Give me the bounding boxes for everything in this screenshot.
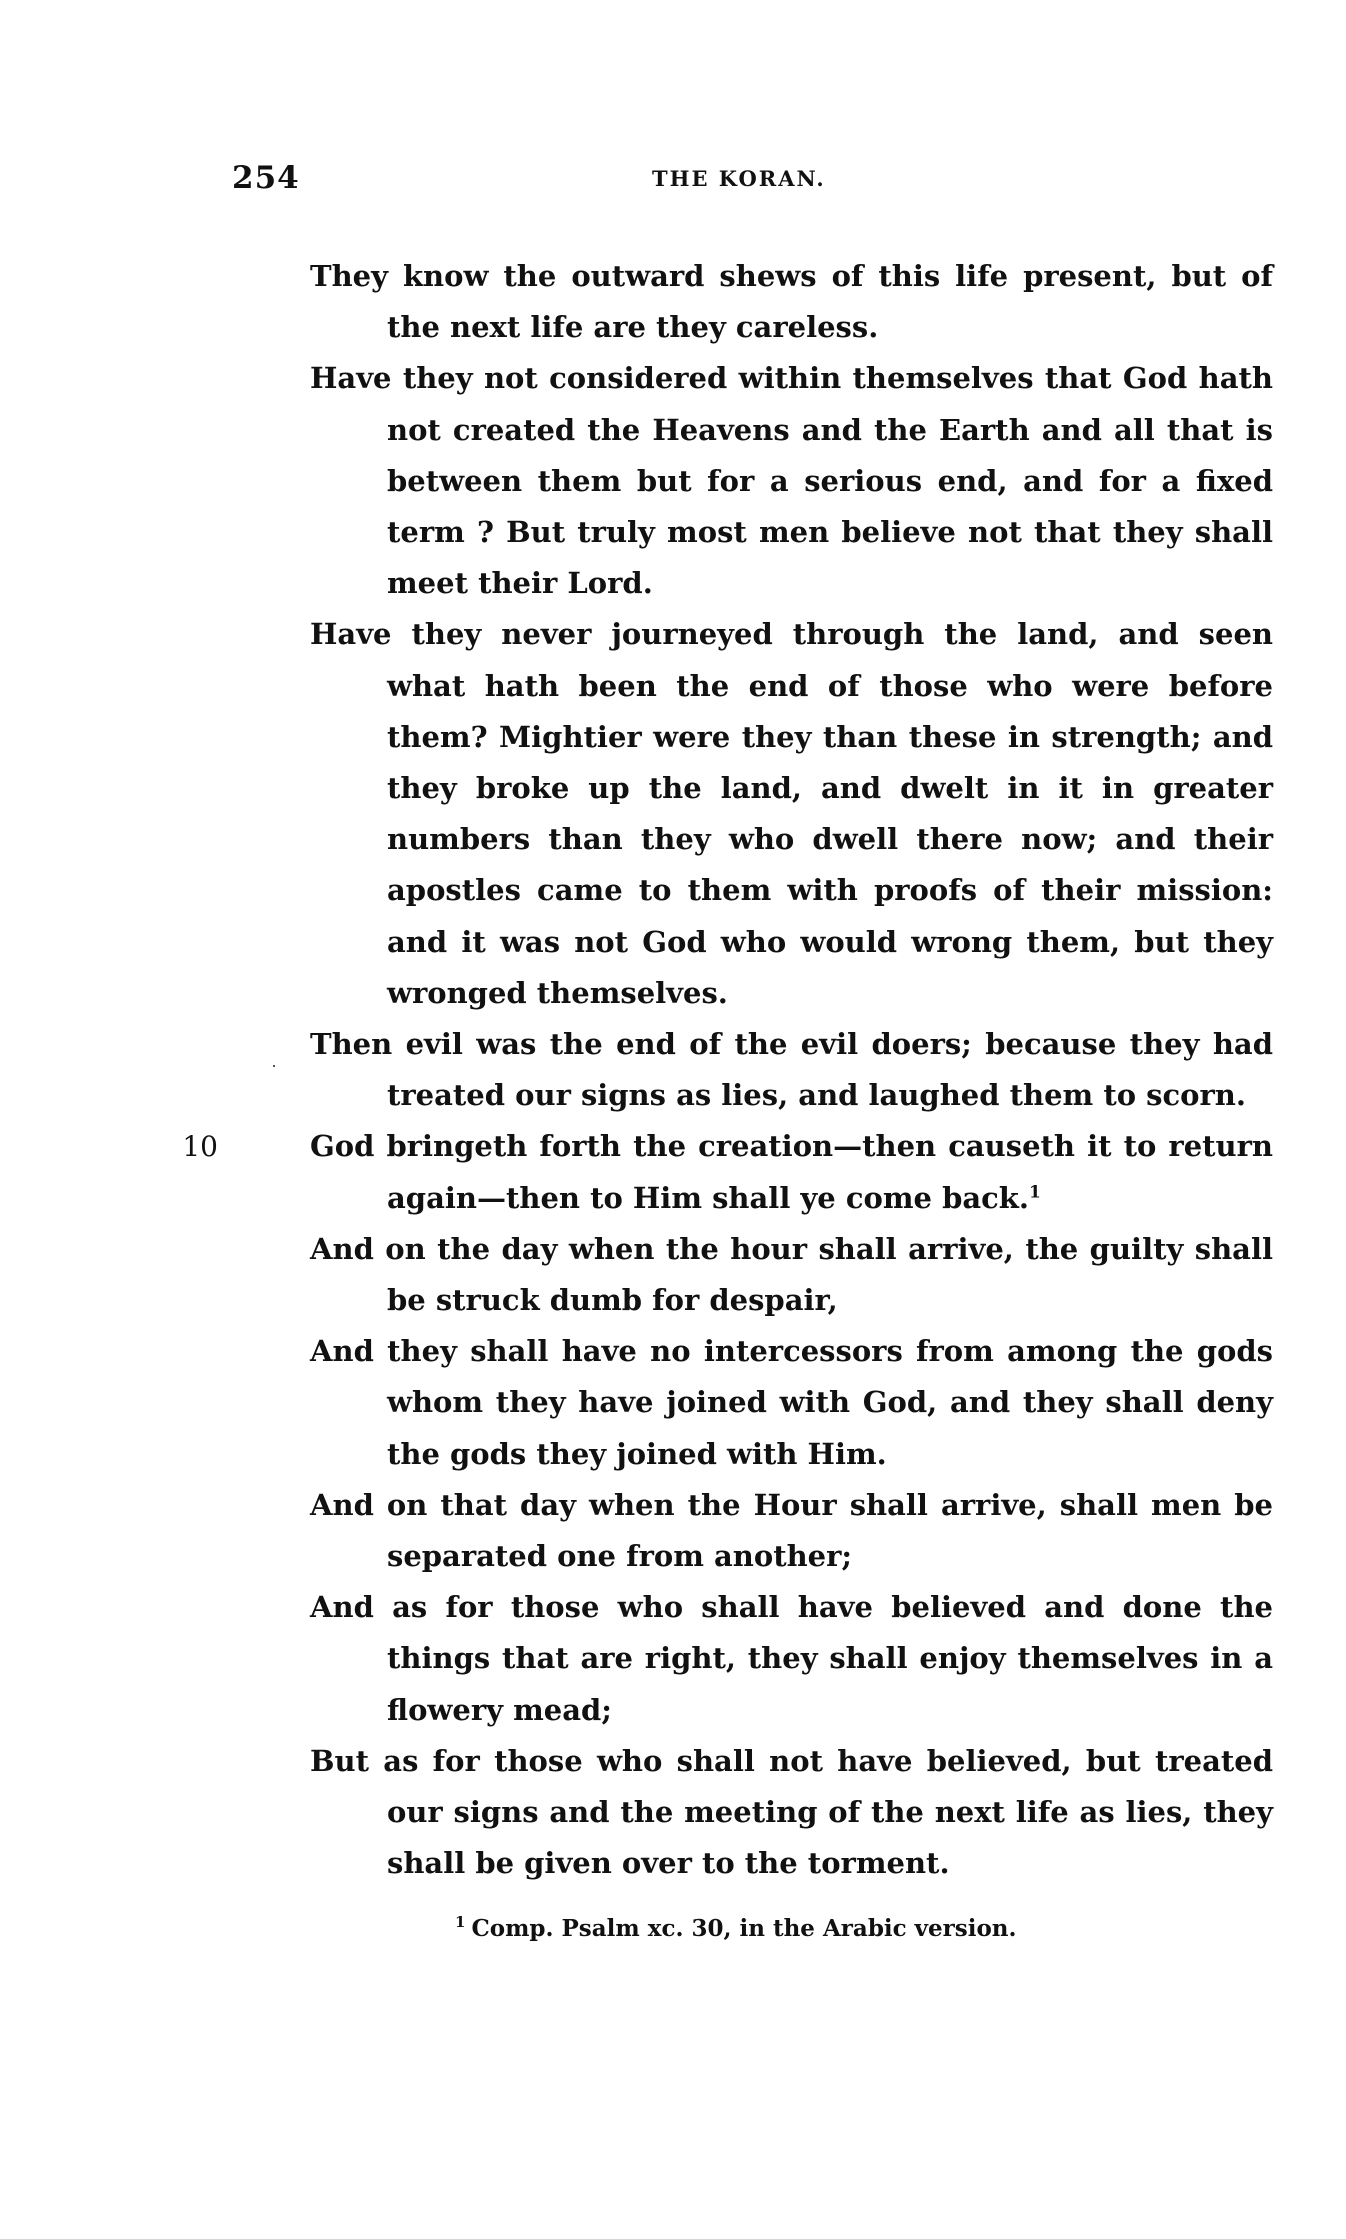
footnote-reference[interactable]: 1 <box>1028 1182 1041 1202</box>
verse-text: And as for those who shall have believed and done the things that are right, they shall enjoy themselves in a flowery mead; <box>310 1590 1273 1727</box>
verse-text: Have they never journeyed through the land, and seen what hath been the end of those who were before them? Mightier were they than these in strength; and they broke up the land, and dwelt in it in greater numbers than they who dwell there now; and their apostles came to them with proofs of their mission: and it was not God who would wrong them, but they wronged themselves. <box>310 617 1273 1010</box>
verse-text: God bringeth forth the creation—then causeth it to return again—then to Him shall ye come back. <box>310 1129 1273 1215</box>
verse <box>310 609 1273 1019</box>
footnote-text: Comp. Psalm xc. 30, in the Arabic version. <box>471 1915 1017 1942</box>
running-head <box>232 160 1282 200</box>
print-speck <box>273 1065 275 1067</box>
verse <box>310 1326 1273 1480</box>
verse-text: And on that day when the Hour shall arrive, shall men be separated one from another; <box>310 1487 1273 1574</box>
verse <box>310 1224 1273 1326</box>
verse-text: And they shall have no intercessors from among the gods whom they have joined with God, and they shall deny the gods they joined with Him. <box>310 1334 1273 1471</box>
verse <box>310 1736 1273 1890</box>
verse <box>310 1480 1273 1582</box>
verse-number: 10 <box>182 1130 218 1164</box>
verse <box>310 1019 1273 1121</box>
verse-text: And on the day when the hour shall arrive, the guilty shall be struck dumb for despair, <box>310 1231 1273 1318</box>
verse <box>310 251 1273 353</box>
verse-list <box>182 251 1273 1890</box>
running-title: THE KORAN. <box>652 166 826 191</box>
verse <box>310 353 1273 609</box>
verse-text: They know the outward shews of this life present, but of the next life are they careless. <box>310 259 1273 345</box>
footnote <box>455 1912 1017 1946</box>
verse-text: Then evil was the end of the evil doers; because they had treated our signs as lies, and laughed them to scorn. <box>310 1027 1273 1113</box>
verse-text: Have they not considered within themselves that God hath not created the Heavens and the Earth and all that is between them but for a serious end, and for a fixed term ? But truly most men believe not that they shall meet their Lord. <box>310 361 1273 601</box>
footnote-mark: 1 <box>455 1913 466 1932</box>
verse <box>182 1121 1273 1223</box>
verse-text: But as for those who shall not have believed, but treated our signs and the meeting of the next life as lies, they shall be given over to the torment. <box>310 1743 1273 1881</box>
verse <box>310 1582 1273 1736</box>
page-number: 254 <box>232 160 300 196</box>
